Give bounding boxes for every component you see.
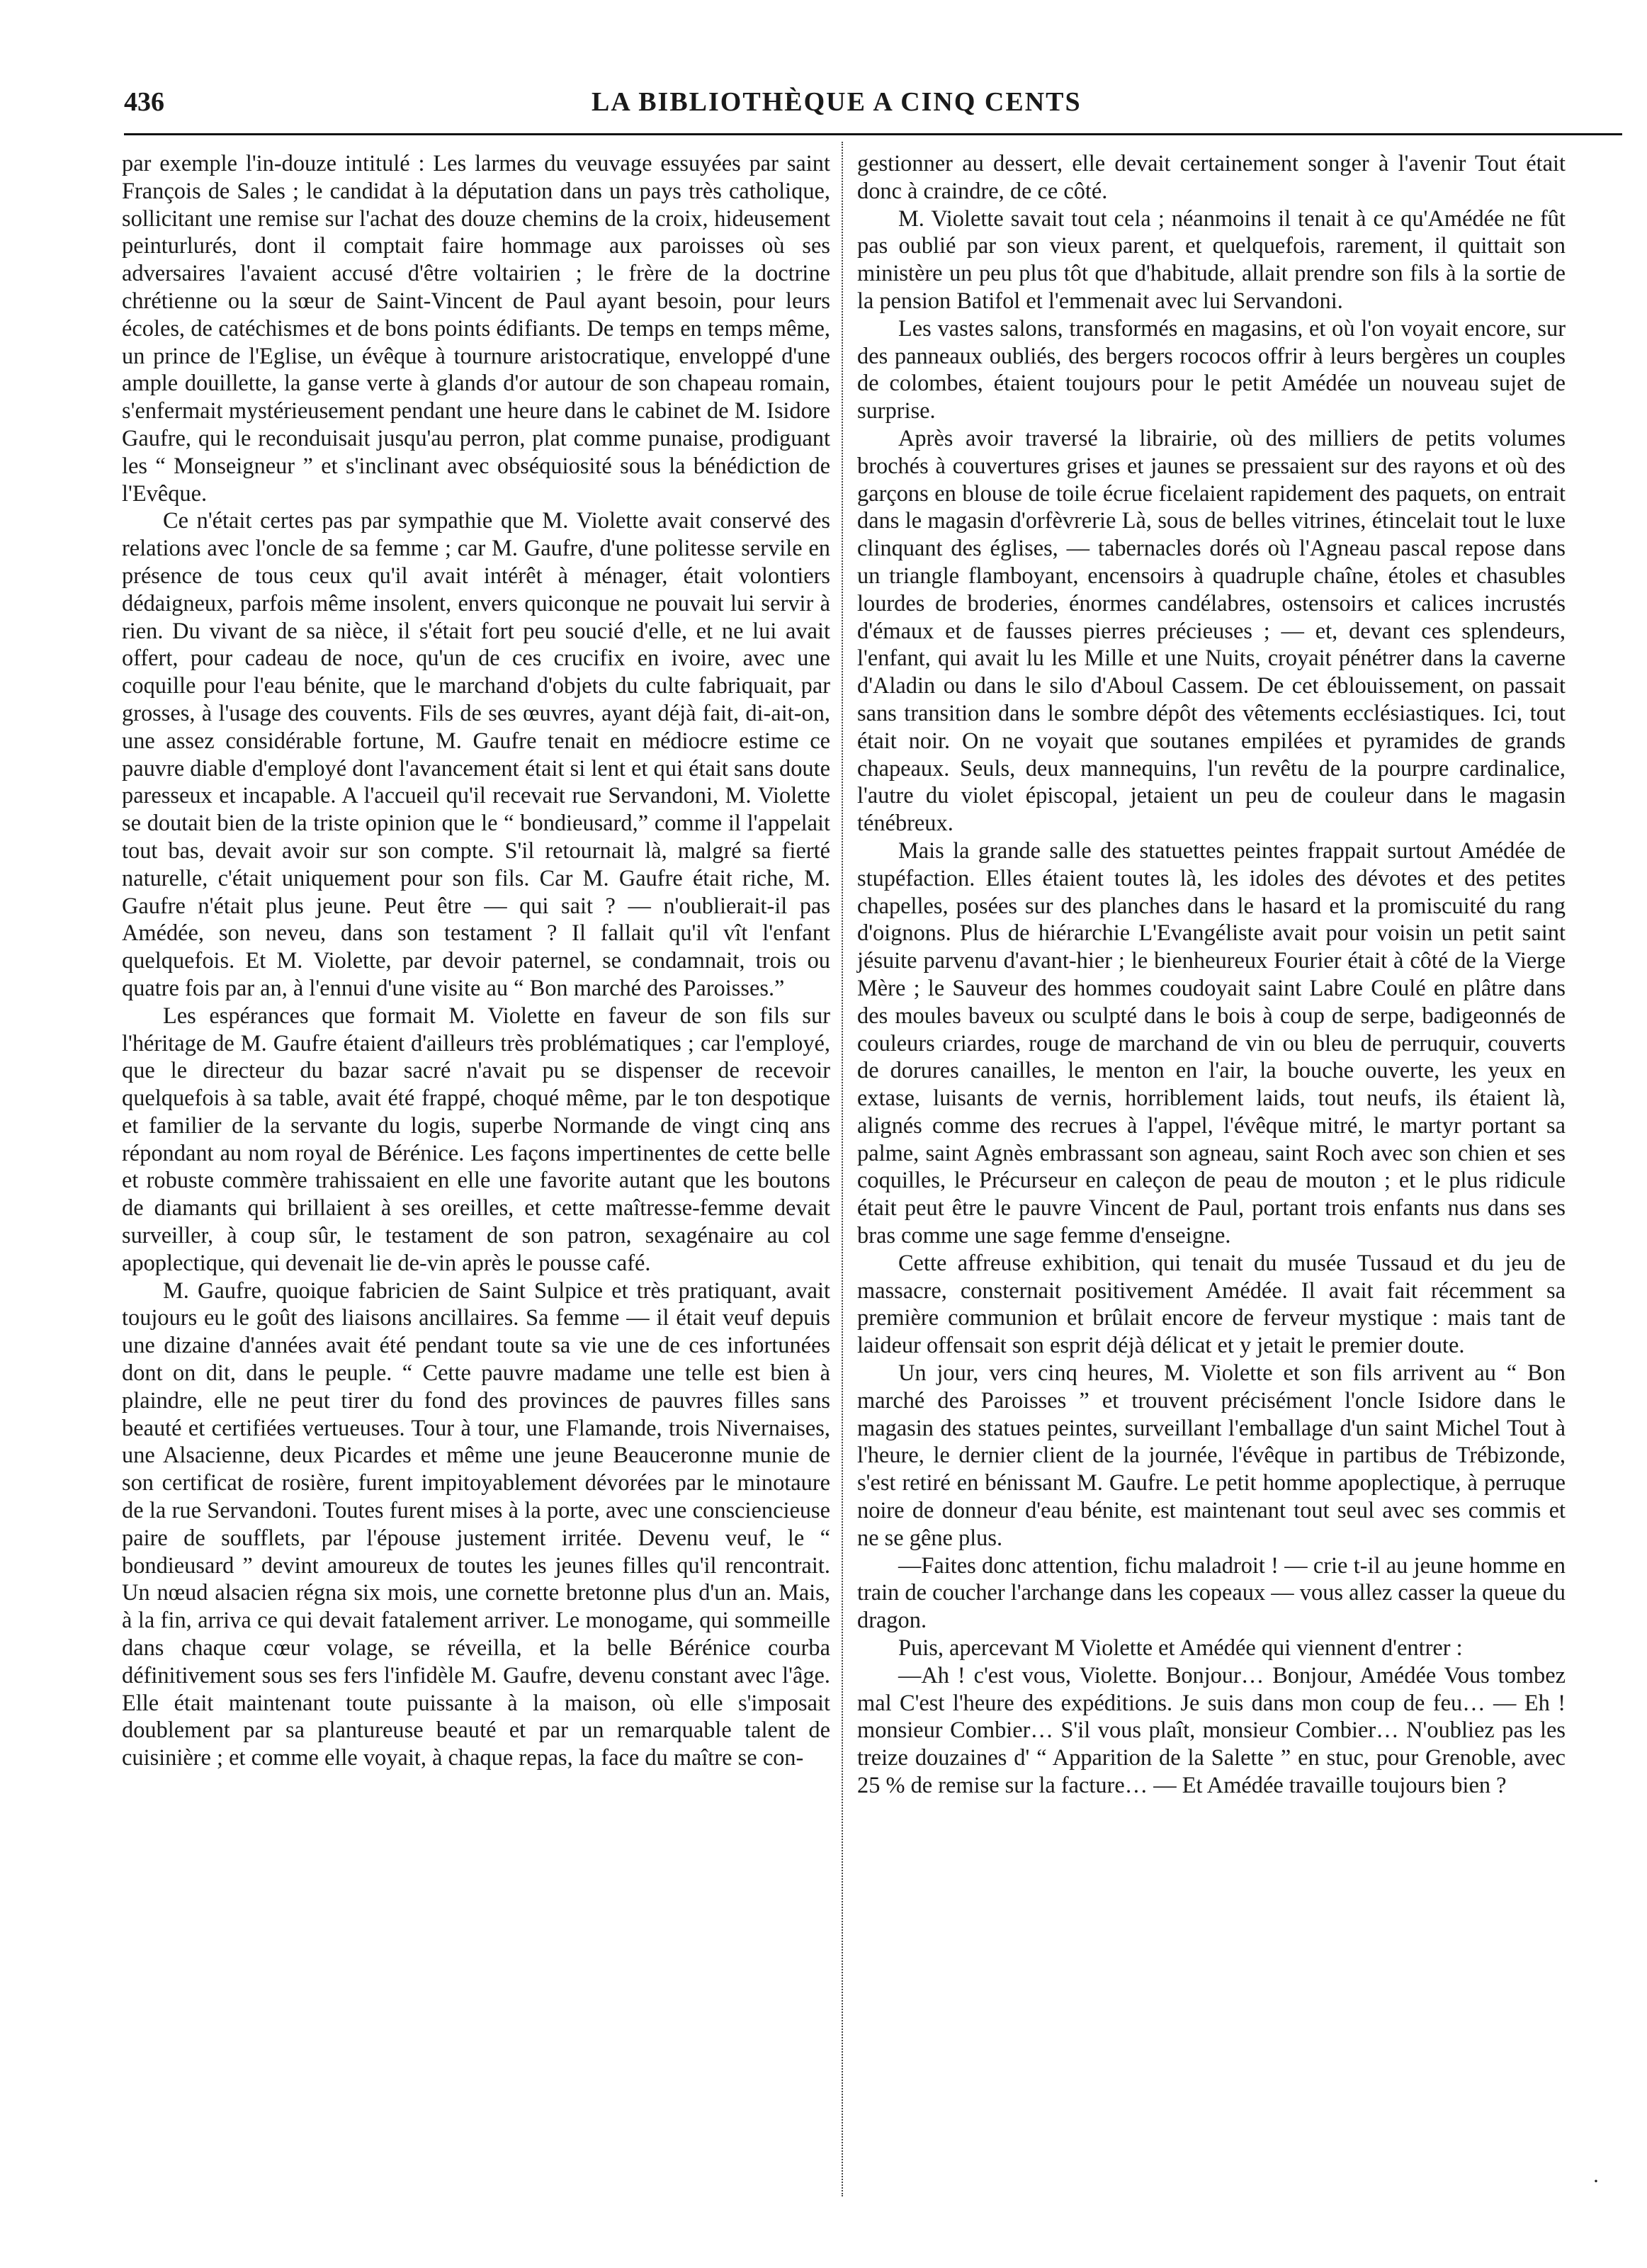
right-column	[857, 150, 1566, 2198]
paragraph: Ce n'était certes pas par sympathie que M. Violette avait conservé des relations avec l'oncle de sa femme ; car M. Gaufre, d'une politesse servile en présence de tous ceux qu'il avait intérêt à ménager, était volontiers dédaigneux, parfois même insolent, envers quiconque ne pouvait lui servir à rien. Du vivant de sa nièce, il s'était fort peu soucié d'elle, et ne lui avait offert, pour cadeau de noce, qu'un de ces crucifix en ivoire, avec une coquille pour l'eau bénite, que le marchand d'objets du culte fabriquait, par grosses, à l'usage des couvents. Fils de ses œuvres, ayant déjà fait, di-ait-on, une assez considérable fortune, M. Gaufre tenait en médiocre estime ce pauvre diable d'employé dont l'avancement était si lent et qui était sans doute paresseux et incapable. A l'accueil qu'il recevait rue Servandoni, M. Violette se doutait bien de la triste opinion que le “ bondieusard,” comme il l'appelait tout bas, devait avoir sur son compte. S'il retournait là, malgré sa fierté naturelle, c'était uniquement pour son fils. Car M. Gaufre était riche, M. Gaufre n'était plus jeune. Peut être — qui sait ? — n'oublierait-il pas Amédée, son neveu, dans son testament ? Il fallait qu'il vît l'enfant quelquefois. Et M. Violette, par devoir paternel, se condamnait, trois ou quatre fois par an, à l'ennui d'une visite au “ Bon marché des Paroisses.”	[122, 508, 830, 1001]
paragraph: —Ah ! c'est vous, Violette. Bonjour… Bonjour, Amédée Vous tombez mal C'est l'heure des expéditions. Je suis dans mon coup de feu… — Eh ! monsieur Combier… S'il vous plaît, monsieur Combier… N'oubliez pas les treize douzaines d' “ Apparition de la Salette ” en stuc, pour Grenoble, avec 25 % de remise sur la facture… — Et Amédée travaille toujours bien ?	[857, 1662, 1566, 1799]
running-head	[124, 86, 1622, 129]
paragraph: par exemple l'in-douze intitulé : Les larmes du veuvage essuyées par saint François de Sales ; le candidat à la députation dans un pays très catholique, sollicitant une remise sur l'achat des douze chemins de la croix, hideusement peinturlurés, dont il comptait faire hommage aux paroisses où ses adversaires l'avaient accusé d'être voltairien ; le frère de la doctrine chrétienne ou la sœur de Saint-Vincent de Paul ayant besoin, pour leurs écoles, de catéchismes et de bons points édifiants. De temps en temps même, un prince de l'Eglise, un évêque à tournure aristocratique, enveloppé d'une ample douillette, la ganse verte à glands d'or autour de son chapeau romain, s'enfermait mystérieusement pendant une heure dans le cabinet de M. Isidore Gaufre, qui le reconduisait jusqu'au perron, plat comme punaise, prodiguant les “ Monseigneur ” et s'inclinant avec obséquiosité sous la bénédiction de l'Evêque.	[122, 151, 830, 507]
header-rule	[124, 133, 1622, 135]
paragraph: M. Violette savait tout cela ; néanmoins il tenait à ce qu'Amédée ne fût pas oublié par son vieux parent, et quelquefois, rarement, il quittait son ministère un peu plus tôt que d'habitude, allait prendre son fils à la sortie de la pension Batifol et l'emmenait avec lui Servandoni.	[857, 205, 1566, 314]
paragraph: —Faites donc attention, fichu maladroit ! — crie t-il au jeune homme en train de coucher l'archange dans les copeaux — vous allez casser la queue du dragon.	[857, 1552, 1566, 1634]
paragraph: Après avoir traversé la librairie, où des milliers de petits volumes brochés à couvertures grises et jaunes se pressaient sur des rayons et où des garçons en blouse de toile écrue ficelaient rapidement des paquets, on entrait dans le magasin d'orfèvrerie Là, sous de belles vitrines, étincelait tout le luxe clinquant des églises, — tabernacles dorés où l'Agneau pascal repose dans un triangle flamboyant, encensoirs à quadruple chaîne, étoles et chasubles lourdes de broderies, énormes candélabres, ostensoirs et calices incrustés d'émaux et de fausses pierres précieuses ; — et, devant ces splendeurs, l'enfant, qui avait lu les Mille et une Nuits, croyait pénétrer dans la caverne d'Aladin ou dans le silo d'Aboul Cassem. De cet éblouissement, on passait sans transition dans le sombre dépôt des vêtements ecclésiastiques. Ici, tout était noir. On ne voyait que soutanes empilées et pyramides de grands chapeaux. Seuls, deux mannequins, l'un revêtu de la pourpre cardinalice, l'autre du violet épiscopal, jetaient un peu de couleur dans le magasin ténébreux.	[857, 425, 1566, 837]
paragraph: Les vastes salons, transformés en magasins, et où l'on voyait encore, sur des panneaux oubliés, des bergers rococos offrir à leurs bergères un couples de colombes, étaient toujours pour le petit Amédée un nouveau sujet de surprise.	[857, 315, 1566, 424]
paragraph: M. Gaufre, quoique fabricien de Saint Sulpice et très pratiquant, avait toujours eu le goût des liaisons ancillaires. Sa femme — il était veuf depuis une dizaine d'années avait été pendant toute sa vie une de ces infortunées dont on dit, dans le peuple. “ Cette pauvre madame une telle est bien à plaindre, elle ne peut tirer du fond des provinces de pauvres filles sans beauté et certifiées vertueuses. Tour à tour, une Flamande, trois Nivernaises, une Alsacienne, deux Picardes et même une jeune Beauceronne munie de son certificat de rosière, furent impitoyablement dévorées par le minotaure de la rue Servandoni. Toutes furent mises à la porte, avec une consciencieuse paire de soufflets, par l'épouse justement irritée. Devenu veuf, le “ bondieusard ” devint amoureux de toutes les jeunes filles qu'il rencontrait. Un nœud alsacien régna six mois, une cornette bretonne plus d'un an. Mais, à la fin, arriva ce qui devait fatalement arriver. Le monogame, qui sommeille dans chaque cœur volage, se réveilla, et la belle Bérénice courba définitivement sous ses fers l'infidèle M. Gaufre, devenu constant avec l'âge. Elle était maintenant toute puissante à la maison, où elle s'imposait doublement par sa plantureuse beauté et par un remarquable talent de cuisinière ; et comme elle voyait, à chaque repas, la face du maître se con-	[122, 1277, 830, 1771]
left-column	[122, 150, 830, 2198]
paragraph: Un jour, vers cinq heures, M. Violette et son fils arrivent au “ Bon marché des Paroisses ” et trouvent précisément l'oncle Isidore dans le magasin des statues peintes, surveillant l'emballage d'un saint Michel Tout à l'heure, le dernier client de la journée, l'évêque in partibus de Trébizonde, s'est retiré en bénissant M. Gaufre. Le petit homme apoplectique, à perruque noire de donneur d'eau bénite, est maintenant tout seul avec ses commis et ne se gêne plus.	[857, 1360, 1566, 1551]
page-number: 436	[124, 87, 164, 117]
paragraph: Les espérances que formait M. Violette en faveur de son fils sur l'héritage de M. Gaufre étaient d'ailleurs très problématiques ; car l'employé, que le directeur du bazar sacré n'avait pu se dispenser de recevoir quelquefois à sa table, avait été frappé, choqué même, par le ton despotique et familier de la servante du logis, superbe Normande de vingt cinq ans répondant au nom royal de Bérénice. Les façons impertinentes de cette belle et robuste commère trahissaient en elle une favorite autant que les boutons de diamants qui brillaient à ses oreilles, et cette maîtresse-femme devait surveiller, à coup sûr, le testament de son patron, sexagénaire au col apoplectique, qui devenait lie de-vin après le pousse café.	[122, 1003, 830, 1276]
paragraph: Cette affreuse exhibition, qui tenait du musée Tussaud et du jeu de massacre, consternait positivement Amédée. Il avait fait récemment sa première communion et brûlait encore de ferveur mystique : mais tant de laideur offensait son esprit déjà délicat et y jetait le premier doute.	[857, 1250, 1566, 1359]
paragraph: Puis, apercevant M Violette et Amédée qui viennent d'entrer :	[898, 1635, 1463, 1661]
print-speck: ·	[1592, 2170, 1600, 2193]
journal-title: LA BIBLIOTHÈQUE A CINQ CENTS	[592, 87, 1082, 117]
column-divider	[842, 142, 843, 2196]
paragraph: gestionner au dessert, elle devait certainement songer à l'avenir Tout était donc à craindre, de ce côté.	[857, 151, 1566, 204]
paragraph: Mais la grande salle des statuettes peintes frappait surtout Amédée de stupéfaction. Elles étaient toutes là, les idoles des dévotes et des petites chapelles, posées sur des planches dans le hasard et la promiscuité du rang d'oignons. Plus de hiérarchie L'Evangéliste avait pour voisin un petit saint jésuite parvenu d'avant-hier ; le bienheureux Fourier était à côté de la Vierge Mère ; le Sauveur des hommes coudoyait saint Labre Coulé en plâtre dans des moules baveux ou sculpté dans le bois à coup de serpe, badigeonnés de couleurs criardes, rouge de marchand de vin ou bleu de perruquir, couverts de dorures canailles, le menton en l'air, la bouche ouverte, les yeux en extase, luisants de vernis, horriblement laids, tout neufs, ils étaient là, alignés comme des recrues à l'appel, l'évêque mitré, le martyr portant sa palme, saint Agnès embrassant son agneau, saint Roch avec son chien et ses coquilles, le Précurseur en caleçon de peau de mouton ; et le plus ridicule était peut être le pauvre Vincent de Paul, portant trois enfants nus dans ses bras comme une sage femme d'enseigne.	[857, 837, 1566, 1249]
